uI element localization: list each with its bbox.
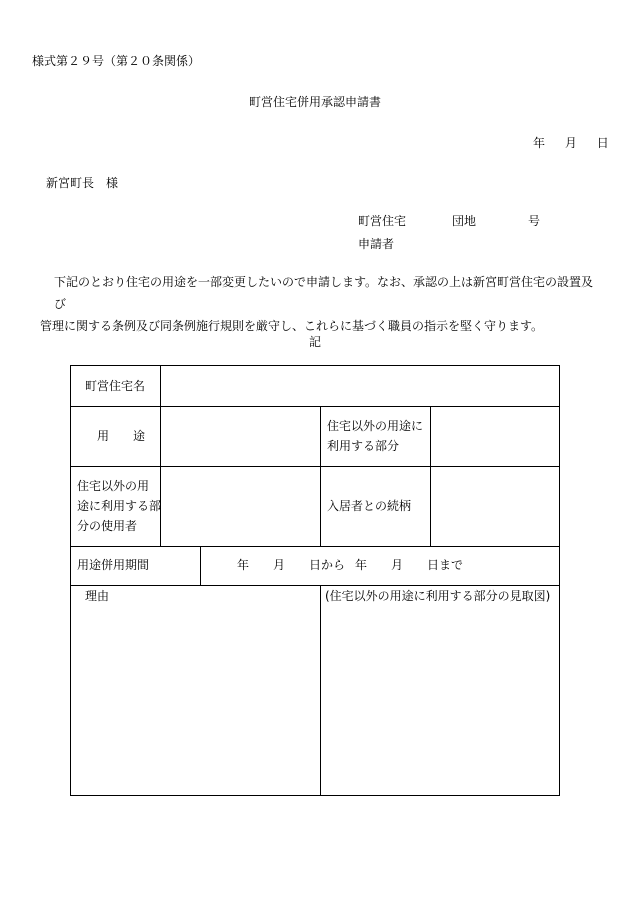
addressee: 新宮町長 様 bbox=[46, 176, 119, 190]
other-use-part-field[interactable] bbox=[433, 409, 557, 464]
date-day: 日 bbox=[596, 136, 609, 150]
housing-label: 町営住宅 bbox=[358, 214, 407, 228]
statement-line-2: 管理に関する条例及び同条例施行規則を厳守し、これらに基づく職員の指示を堅く守ります。 bbox=[40, 319, 544, 333]
ki-heading: 記 bbox=[308, 335, 321, 349]
floor-plan-label: (住宅以外の用途に利用する部分の見取図) bbox=[325, 589, 551, 603]
table-col-divider bbox=[320, 406, 321, 546]
applicant-address-line bbox=[358, 212, 540, 229]
table-col-divider bbox=[320, 585, 321, 795]
other-use-user-label-line-1: 住宅以外の用 bbox=[77, 479, 150, 493]
housing-name-label: 町営住宅名 bbox=[85, 379, 146, 393]
danchi-label: 団地 bbox=[452, 214, 477, 228]
application-form-table bbox=[70, 365, 560, 796]
other-use-user-label-line-2: 途に利用する部 bbox=[77, 499, 162, 513]
reason-label: 理由 bbox=[85, 589, 110, 603]
floor-plan-area[interactable] bbox=[323, 606, 557, 794]
housing-name-field[interactable] bbox=[163, 368, 557, 404]
page-title: 町営住宅併用承認申請書 bbox=[248, 95, 381, 109]
form-number: 様式第２９号（第２０条関係） bbox=[32, 54, 201, 68]
period-label: 用途併用期間 bbox=[77, 558, 150, 572]
usage-label: 用 途 bbox=[97, 429, 146, 443]
statement-line-1: 下記のとおり住宅の用途を一部変更したいので申請します。なお、承認の上は新宮町営住宅の設置及び bbox=[54, 275, 594, 311]
table-row-divider bbox=[71, 546, 559, 547]
request-statement bbox=[40, 271, 600, 337]
period-from: 年 月 日から bbox=[237, 558, 346, 572]
relationship-label: 入居者との続柄 bbox=[327, 499, 412, 513]
period-to: 年 月 日まで bbox=[355, 558, 464, 572]
table-col-divider bbox=[160, 366, 161, 406]
other-use-part-label-line-1: 住宅以外の用途に bbox=[327, 419, 424, 433]
table-col-divider bbox=[430, 406, 431, 546]
usage-field[interactable] bbox=[163, 409, 317, 464]
table-row-divider bbox=[71, 466, 559, 467]
number-label: 号 bbox=[528, 214, 541, 228]
other-use-part-label-line-2: 利用する部分 bbox=[327, 439, 400, 453]
other-use-user-field[interactable] bbox=[163, 469, 317, 544]
applicant-label: 申請者 bbox=[358, 237, 395, 251]
table-col-divider bbox=[200, 546, 201, 585]
reason-field[interactable] bbox=[73, 606, 318, 794]
table-row-divider bbox=[71, 406, 559, 407]
date-month: 月 bbox=[564, 136, 577, 150]
date-year: 年 bbox=[533, 136, 546, 150]
other-use-user-label-line-3: 分の使用者 bbox=[77, 519, 138, 533]
relationship-field[interactable] bbox=[433, 469, 557, 544]
date-line bbox=[533, 134, 609, 151]
other-use-part-label bbox=[327, 416, 423, 456]
other-use-user-label bbox=[77, 476, 161, 536]
